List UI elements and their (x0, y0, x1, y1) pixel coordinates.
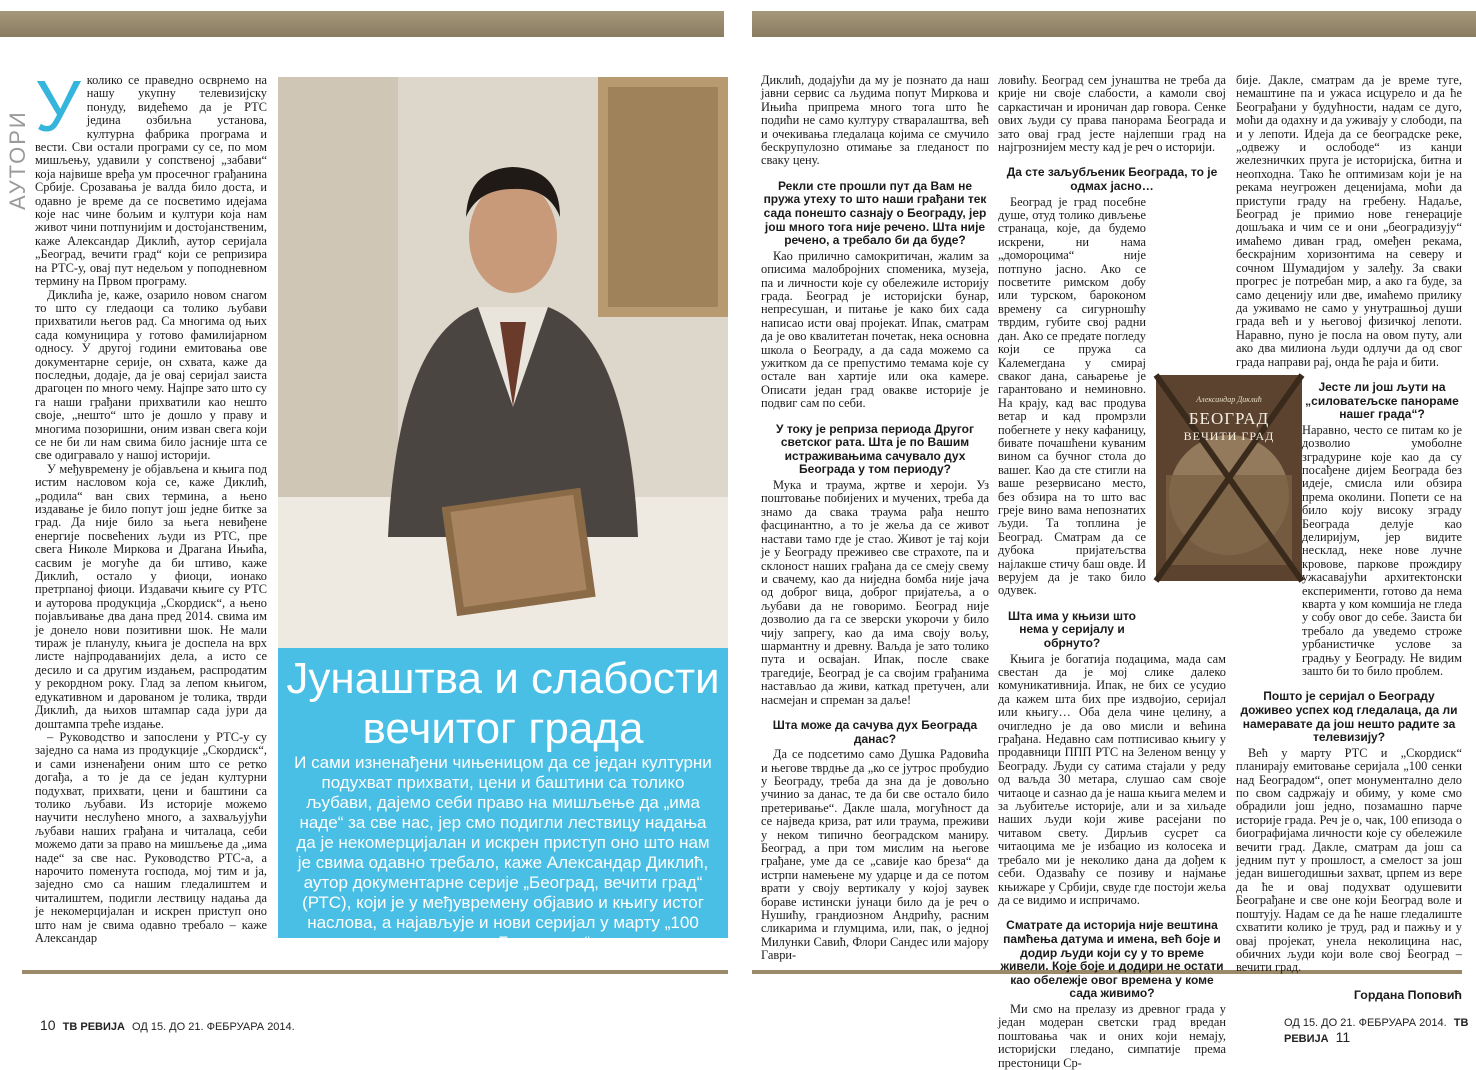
interview-question: Да сте заљубљеник Београда, то је одмах јасно… (1006, 165, 1218, 194)
interview-question: Рекли сте прошли пут да Вам не пружа утеху то што наши грађани тек сада понешто сазнају о Београду, јер још много тога није речено. Шта није речено, а требало би да буде? (763, 178, 987, 248)
book-cover-author: Александар Диклић (1196, 395, 1262, 404)
headline: Јунаштва и слабости вечитог града (286, 654, 720, 753)
publication-name: ТВ РЕВИЈА (62, 1021, 125, 1033)
paragraph: Диклић, додајући да му је познато да наш јавни сервис са људима попут Миркова и Ињића припрема много тога што ће подићи не само културу стваралаштва, већ и очекивања гледалаца којима се смучило бескрупулозно отимање за гледаност по сваку цену. (761, 73, 989, 168)
interview-question: Шта може да сачува дух Београда данас? (772, 717, 978, 746)
headline-box (278, 648, 728, 952)
author-signature: Гордана Поповић (1353, 987, 1462, 1002)
interview-question: Пошто је серијал о Београду доживео успех код гледалаца, да ли намеравате да још нешто радите за телевизију? (1240, 689, 1458, 745)
article-column-3 (761, 73, 989, 963)
interview-question: Јесте ли још љути на „силоватељске панораме нашег града“? (1305, 379, 1459, 422)
paragraph: Мука и траума, жртве и хероји. Уз поштовање побијених и мучених, треба да знамо да свака траума рађа нешто фасцинантно, а то је жеља да се живот настави тамо где је стао. Живот је тај који је у Београду преживео све страхоте, па и склоност наших грађана да се смеју свему и свачему, као да ниједна бомба није јача од доброг вица, доброг пријатеља, а о љубави да не говоримо. Београд није дозволио да га се зверски укорочи у било чију запрегу, као да има своју вољу, шармантну и древну. Ваљда је зато толико пута и освајан. Ипак, после сваке трагедије, Београд је са својим грађанима настављао да живи, каткад претучен, али насмејан и спреман за даље! (761, 478, 989, 707)
paragraph: Књига је богатија подацима, мада сам свестан да је мој слике далеко комуникативнија. Ипак, не бих се усудио да кажем шта бих пре издвојио, серијал или књигу… Оба дела чине целину, а очигледно је да ово мисли и већина грађана. Недавно сам потписивао књигу у продавници ППП РТС на Зеленом венцу у Београду. Људи су сатима стајали у реду од ваљда 30 метара, слушао сам своје читаоце и сазнао да је наша књига мелем и за љубитеље историје, али и за хиљаде наших људи који живе расејани по читавом свету. Дирљив сусрет са читаоцима ме је избацио из колосека и требало ми је неколико дана да дођем к себи. Одазваћу се позиву и најмање књижаре у Србији, свуде где постоји жеља да се видимо и испричамо. (998, 651, 1226, 907)
author-photo-illustration (278, 77, 728, 648)
footer-left (40, 1017, 295, 1033)
paragraph: Наравно, често се питам ко је дозволио умоболне зградурине које као да су посађене дијем Београда без идеје, смисла или обзира према околини. Попети се на било коју високу зграду Београда делује као делиријум, јер видите несклад, неке нове лучне кровове, паркове прождиру ужасавајући архитектонски експерименти, готово да нема кварта у ком комшија не гледа у собу овог до себе. Заиста би требало да уведемо строже урбанистичке услове за градњу у Београду. Не видим зашто би то било проблем. (1302, 422, 1462, 679)
publication-name: ТВ РЕВИЈА (1284, 1017, 1469, 1045)
issue-dates: ОД 15. ДО 21. ФЕБРУАРА 2014. (1284, 1017, 1447, 1029)
paragraph: Да се подсетимо само Душка Радовића и његове тврдње да „ко се јутрос пробудио у Београду, треба да зна да је довољно учинио за данас, те да би све остало било претеривање“. Дакле шала, могућност да се најведа криза, рат или траума, преживи у неком типично београдском маниру. Београд, а при том мислим на његове грађане, уме да се „савије као бреза“ да истрпи намењене му ударце и да се потом врати у своју вертикалу у којој заувек бораве истински јунаци било да је реч о Нушићу, грандиозном Андрићу, расним сликарима и глумцима, или, пак, о једној Милунки Савић, Флори Сандес или мајору Гаври- (761, 747, 989, 963)
top-band-right (752, 11, 1476, 37)
paragraph: У међувремену је објављена и књига под истим насловом која се, каже Диклић, „родила“ ван свих термина, а њено издавање је било попут још једне битке за град. Да није било за њега невиђене енергије посвећених људи из РТС, пре свега Николе Миркова и Драгана Ињића, сасвим је могуће да би штиво, каже Диклић, остало у фиоци, ионако претрпаној фиоци. Издавачи књиге су РТС и ауторова продукција „Скордиск“, а њено појављивање два дана пред 2014. свима им је донело нови позитивни шок. Не мали тираж је планулу, књига је доспела на врх листе најпродаванијих дела, а исто се десило и са другим издањем, распродатим у рекордном року. Глад за лепом књигом, едукативном и дарованом је толика, тврди Диклић, да њихов штампар сада јури да доштампа треће издање. (35, 461, 267, 731)
issue-dates: ОД 15. ДО 21. ФЕБРУАРА 2014. (132, 1021, 295, 1033)
article-column-1 (35, 67, 267, 959)
bottom-rule-left (22, 970, 728, 974)
book-cover-subtitle: ВЕЧИТИ ГРАД (1183, 429, 1275, 443)
paragraph: Ми смо на прелазу из древног града у један модеран светски град вредан поштовања чак и оних који немају, историјски гледано, симпатије према престоници Ср- (998, 1001, 1226, 1070)
lead-paragraph: И сами изненађени чињеницом да се један културни подухват прихвати, цени и баштини са толико љубави, дајемо себи право на мишљење да „има наде“ за све нас, јер смо подигли лествицу надања да је некомерцијалан и искрен приступ оно што нам је свима одавно требало, каже Александар Диклић, аутор документарне серије „Београд, вечити град“ (РТС), који је у међувремену објавио и књигу истог наслова, а најављује и нови серијал у марту „100 сенки над Београдом“ (294, 753, 712, 952)
author-photo (278, 77, 728, 648)
paragraph: Као прилично самокритичан, жалим за описима малобројних споменика, музеја, па и личности које су обележиле историју града. Београд је историјски бунар, непресушан, и питање је како бих сада написао исти овај пројекат. Ипак, сматрам да је ово квалитетан почетак, нека основна школа о Београду, а да сада можемо са ужитком да се препустимо темама које су остале ван хартије или ока камере. Описати један град овакве историје је подвиг сам по себи. (761, 248, 989, 411)
paragraph: Београд је град посебне душе, отуд толико дивљење странаца, које, да будемо искрени, ни нама „домороцима“ није потпуно јасно. Ако се посветите римском добу или турском, бароконом времену са сигурношћу тврдим, губите свој радни дан. Ако се предате погледу који се пружа са Калемегдана у смирај сваког дана, сањарење је гарантовано и неминовно. На крају, кад вас продува ветар и кад промрзли побегнете у неку кафаницу, бивате почашћени куваним вином са бучног стола до вашег. Као да сте стигли на ваше резервисано место, без обзира на то што вас греје вино вама непознатих људи. Та топлина је Београд. Сматрам да се дубока пријатељства најлакше стичу баш овде. И верујем да је тако било одувек. (998, 194, 1146, 598)
paragraph: бије. Дакле, сматрам да је време туге, немаштине па и ужаса исцурело и да ће Београђани у будућности, надам се дуго, моћи да одахну и да уживају у слободи, па и у лепоти. Идеја да се београдске реке, „одвежу и ослободе“ из канџи железничких пруга је историјска, битна и неопходна. Тако ће оптимизам који је на рекама неугрожен деценијама, моћи да приступи граду на гребену. Надаље, Београд је примио нове генерације дошљака и чим се и они „београдизују“ имаћемо диван град, омеђен рекама, бескрајним хоризонтима на северу и сочном Шумадијом у залеђу. За сваки прогрес је потребан мир, а ако га буде, за само деценију или две, имаћемо прилику да уживамо не само у унутрашњој души града већ и у његовој физичкој лепоти. Наравно, пуно је посла на овом путу, али ако два милиона људи одлучи да од свог града направи рај, онда ће раја и бити. (1236, 73, 1462, 369)
article-column-5 (1236, 73, 1462, 1002)
interview-question: Сматрате да историја није вештина памћења датума и имена, већ боје и додир људи који су у то време живели. Које боје и додири не остати као обележје овог времена у коме сада живимо? (1000, 918, 1224, 1001)
paragraph: Диклића је, каже, озарило новом снагом то што су гледаоци са толико љубави прихватили његов рад. Са многима од њих сада комуницира у готово фамилијарном односу. У другој години емитовања ове документарне серије, он схвата, каже да последњи, додаје, да је овај серијал заиста драгоцен по много чему. Најпре зато што су га наши грађани прихватили као нешто своје, „нешто“ што је дошло у праву и многима позоришни, оним изван свега који се не би ли нам свима било јасније шта се све одигравало у нашој историји. (35, 287, 267, 463)
book-cover-title: БЕОГРАД (1188, 409, 1270, 428)
page-number: 10 (40, 1017, 56, 1033)
interview-question: У току је реприза периода Другог светског рата. Шта је по Вашим истраживањима сачувало дух Београда у том периоду? (776, 421, 974, 477)
paragraph: ловићу. Београд сем јунаштва не треба да крије ни своје слабости, а камоли свој саркастичан и ироничан дар говора. Сенке ових људи су права панорама Београда и зато овај град јесте најлепши град на најгрознијем месту кад је реч о историји. (998, 73, 1226, 155)
top-band-left (0, 11, 724, 37)
paragraph: Већ у марту РТС и „Скордиск“ планирају емитовање серијала „100 сенки над Београдом“, опет монументално дело по свом садржају и обиму, у коме смо обрадили још једно, позамашно парче историје града. Реч је о, чак, 100 епизода о биографијама личности које су обележиле вечити град. Дакле, сматрам да још са једним пут у прошлост, а смелост за још један вишегодишњи захват, црпем из вере да ће и овај подухват одушевити Београђане и све оне који Београд воле и поштују. Надам се да ће наше гледалиште схватити колико је труд, рад и пажњу и у овај пројекат, унела неколицина нас, обичних људи који воле свој Београд – вечити град. (1236, 745, 1462, 975)
paragraph: колико се праведно осврнемо на нашу укупну телевизијску понуду, видећемо да је РТС једина озбиљна установа, културна фабрика програма и вести. Сви остали програми су се, по мом мишљењу, удавили у сопственој „забави“ која највише вређа ум просечног грађанина Србије. Срозавања је валда било доста, и одавно је време да се посветимо идејама које нас чине бољим и култури која нам живот чини потпунијим и достојанственим, каже Александар Диклић, аутор серијала „Београд, вечити град“ који се репризира на РТС-у, овај пут недељом у поподневном термину на Првом програму. (35, 73, 267, 289)
page-number: 11 (1335, 1029, 1351, 1045)
paragraph: – Руководство и запослени у РТС-у су заједно са нама из продукције „Скордиск“, и сами изненађени оним што се ретко догађа, а то је да се један културни подухват, прихвати, цени и баштини са толико љубави. Из историје можемо научити неслућено много, а захваљујући љубави наших грађана и читалаца, себи можемо дати за право на мишљење да „има наде“ за све нас. Руководство РТС-а, а нарочито поменута господа, мој тим и ја, заједно смо са нашим гледалиштем и читалиштем, подигли лествицу надања да је некомерцијалан и искрен приступ оно што нам је свима одавно требало – каже Александар (35, 729, 267, 945)
interview-question: Шта има у књизи што нема у серијалу и обрнуто? (1007, 608, 1137, 650)
dropcap: У (35, 67, 81, 147)
section-label: АУТОРИ (5, 110, 30, 210)
footer-right (1284, 1017, 1476, 1045)
